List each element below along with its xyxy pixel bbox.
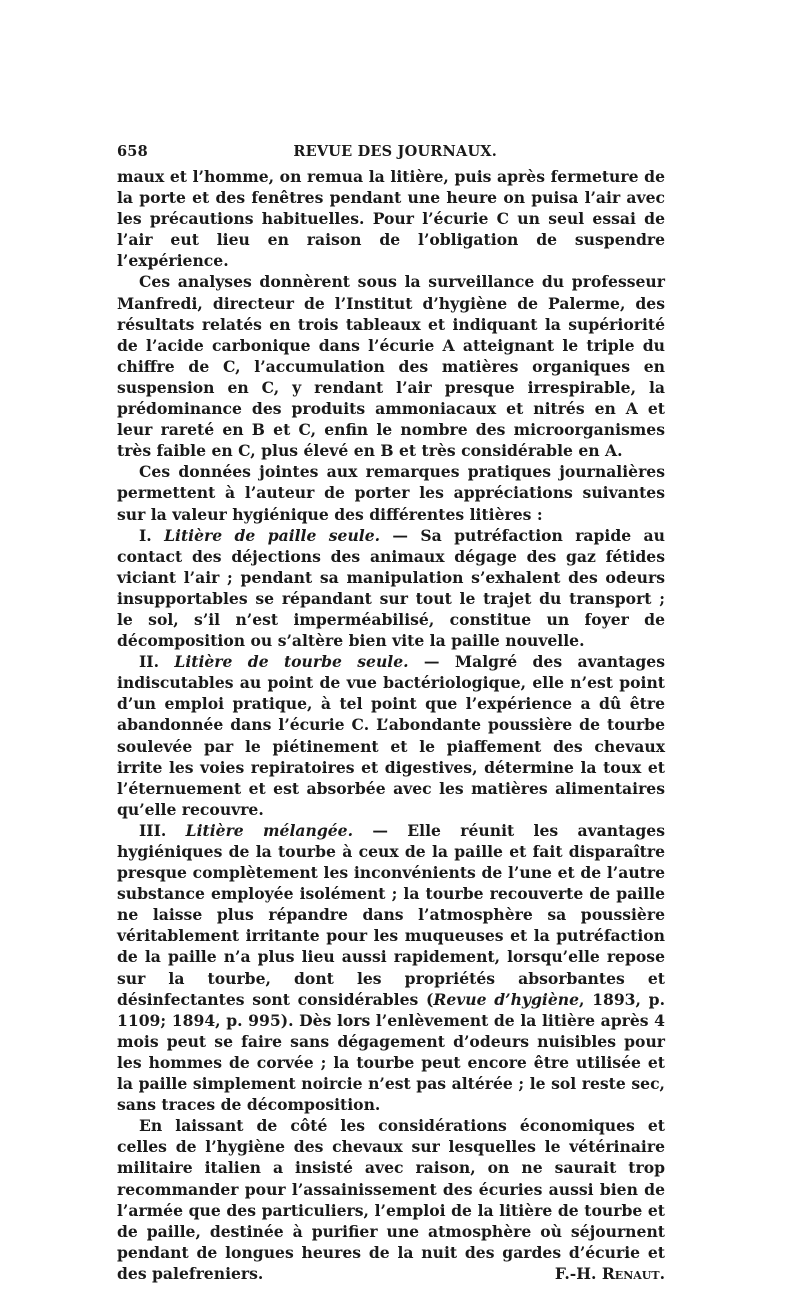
- page-number: 658: [117, 143, 148, 160]
- section-numeral: III.: [139, 820, 167, 840]
- section-body: — Elle réunit les avantages hygiéniques de la tourbe à ceux de la paille et fait disparaître presque complètement les inconvénients de l’une et de l’autre substance employée isolément ; la tourbe recouverte de paille ne laisse plus répandre dans l’atmosphère sa poussière véritablement irritante pour les muqueuses et la putréfaction de la paille n’a plus lieu aussi rapidement, lorsqu’elle repose sur la tourbe, dont les propriétés absorbantes et désinfectantes sont considérables (: [117, 820, 666, 1009]
- paragraph-donnees: Ces données jointes aux remarques pratiques journalières permettent à l’auteur de porter les appréciations suivantes sur la valeur hygiénique des différentes litières :: [117, 462, 665, 524]
- section-body: — Malgré des avantages indiscutables au point de vue bactériologique, elle n’est point d’un emploi pratique, à tel point que l’expérience a dû être abandonnée dans l’écurie C. L’abondante poussière de tourbe soulevée par le piétinement et le piaffement des chevaux irrite les voies repiratoires et digestives, détermine la toux et l’éternuement et est absorbée avec les matières alimentaires qu’elle recouvre.: [117, 652, 665, 819]
- paragraph-continuation: maux et l’homme, on remua la litière, puis après fermeture de la porte et des fenêtres pendant une heure on puisa l’air avec les précautions habituelles. Pour l’écurie C un seul essai de l’air eut lieu en raison de l’obligation de suspendre l’expérience.: [117, 167, 665, 271]
- section-melangee: [117, 820, 665, 1115]
- running-header: [117, 143, 665, 160]
- page: [117, 143, 665, 1284]
- paragraph-conclusion: [117, 1115, 665, 1284]
- section-body: — Sa putréfaction rapide au contact des déjections des animaux dégage des gaz fétides viciant l’air ; pendant sa manipulation s’exhalent des odeurs insupportables se répandant sur tout le trajet du transport ; le sol, s’il n’est imperméabilisé, constitue un foyer de décomposition ou s’altère bien vite la paille nouvelle.: [117, 525, 665, 651]
- article-body: [117, 166, 665, 1284]
- author-signature: F.-H. Renaut.: [554, 1263, 665, 1283]
- section-numeral: I.: [139, 525, 152, 545]
- section-heading: Litière de tourbe seule.: [174, 652, 409, 672]
- section-heading: Litière mélangée.: [185, 820, 354, 840]
- running-title: REVUE DES JOURNAUX.: [293, 143, 497, 160]
- journal-reference: Revue d’hygiène: [433, 989, 579, 1009]
- section-paille: [117, 525, 665, 652]
- section-tourbe: [117, 651, 665, 820]
- section-heading: Litière de paille seule.: [164, 525, 381, 545]
- section-body-continued: , 1893, p. 1109; 1894, p. 995). Dès lors l’enlèvement de la litière après 4 mois peut se faire sans dégagement d’odeurs nuisibles pour les hommes de corvée ; la tourbe peut encore être utilisée et la paille simplement noircie n’est pas altérée ; le sol reste sec, sans traces de décomposition.: [117, 989, 665, 1115]
- conclusion-text: En laissant de côté les considérations économiques et celles de l’hygiène des chevaux sur lesquelles le vétérinaire militaire italien a insisté avec raison, on ne saurait trop recommander pour l’assainissement des écuries aussi bien de l’armée que des particuliers, l’emploi de la litière de tourbe et de paille, destinée à purifier une atmosphère où séjournent pendant de longues heures de la nuit des gardes d’écurie et des palefreniers.: [117, 1116, 665, 1283]
- paragraph-analyses: Ces analyses donnèrent sous la surveillance du professeur Manfredi, directeur de l’Institut d’hygiène de Palerme, des résultats relatés en trois tableaux et indiquant la supériorité de l’acide carbonique dans l’écurie A atteignant le triple du chiffre de C, l’accumulation des matières organiques en suspension en C, y rendant l’air presque irrespirable, la prédominance des produits ammoniacaux et nitrés en A et leur rareté en B et C, enfin le nombre des microorganismes très faible en C, plus élevé en B et très considérable en A.: [117, 272, 665, 461]
- section-numeral: II.: [139, 652, 160, 672]
